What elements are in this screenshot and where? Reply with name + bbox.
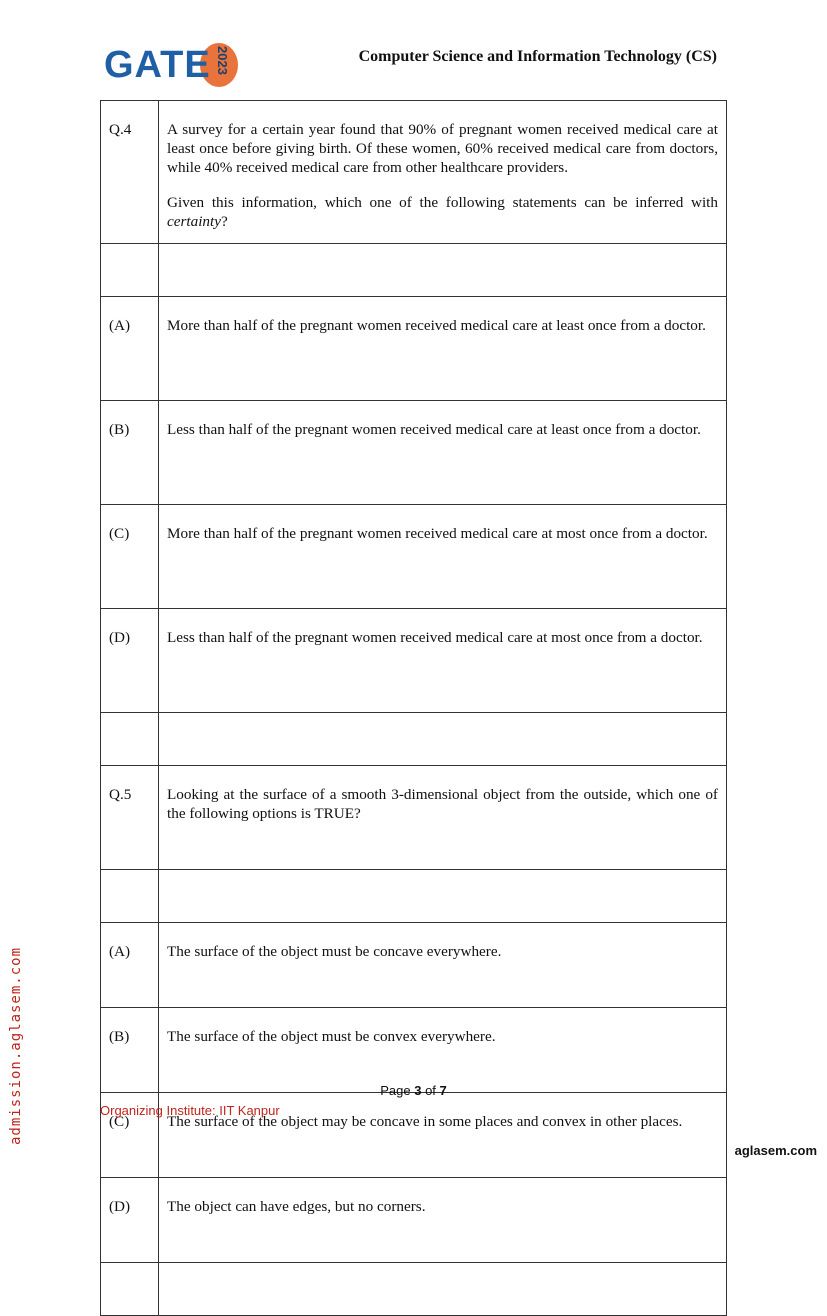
paper-subject: Computer Science and Information Technology (CS) [358, 48, 717, 65]
option-text: The surface of the object may be concave in some places and convex in other places. [159, 1093, 727, 1178]
option-label: (A) [101, 923, 159, 1008]
question-paragraph [167, 193, 718, 231]
question-emphasis: certainty [167, 213, 221, 230]
blank-row [101, 713, 727, 766]
option-text: Less than half of the pregnant women received medical care at most once from a doctor. [159, 609, 727, 713]
question-number: Q.5 [101, 766, 159, 870]
blank-row [101, 870, 727, 923]
option-label: (D) [101, 609, 159, 713]
page-current: 3 [414, 1083, 422, 1098]
question-paragraph: A survey for a certain year found that 90% of pregnant women received medical care at least once before giving birth. Of these women, 60% received medical care from doctors, while 40% received medical care from other healthcare providers. [167, 121, 718, 176]
blank-cell [159, 713, 727, 766]
blank-cell [101, 1263, 159, 1316]
option-label: (C) [101, 505, 159, 609]
organizing-institute: Organizing Institute: IIT Kanpur [100, 1103, 280, 1118]
option-row [101, 505, 727, 609]
option-label: (A) [101, 297, 159, 401]
page-mid: of [421, 1083, 440, 1098]
option-row [101, 609, 727, 713]
site-watermark: aglasem.com [734, 1143, 817, 1158]
question-table [100, 100, 727, 1316]
side-watermark: admission.aglasem.com [8, 946, 24, 1145]
blank-cell [159, 870, 727, 923]
option-row [101, 1178, 727, 1263]
option-row [101, 1008, 727, 1093]
blank-cell [159, 244, 727, 297]
option-text: More than half of the pregnant women received medical care at most once from a doctor. [159, 505, 727, 609]
question-row [101, 101, 727, 244]
option-label: (D) [101, 1178, 159, 1263]
blank-row [101, 244, 727, 297]
blank-cell [101, 713, 159, 766]
option-row [101, 923, 727, 1008]
option-text: The surface of the object must be concave everywhere. [159, 923, 727, 1008]
blank-row [101, 1263, 727, 1316]
page-prefix: Page [380, 1083, 415, 1098]
option-label: (B) [101, 401, 159, 505]
question-number: Q.4 [101, 101, 159, 244]
option-text: Less than half of the pregnant women received medical care at least once from a doctor. [159, 401, 727, 505]
question-text [159, 101, 727, 244]
blank-cell [159, 1263, 727, 1316]
logo-text: GATE [104, 44, 211, 86]
option-row [101, 401, 727, 505]
page-number [0, 1083, 827, 1098]
page-total: 7 [439, 1083, 447, 1098]
question-text-run: Given this information, which one of the following statements can be inferred with [167, 194, 718, 211]
option-text: The object can have edges, but no corners. [159, 1178, 727, 1263]
gate-logo [104, 40, 239, 90]
option-label: (C) [101, 1093, 159, 1178]
blank-cell [101, 870, 159, 923]
question-text: Looking at the surface of a smooth 3-dimensional object from the outside, which one of the following options is TRUE? [159, 766, 727, 870]
question-row [101, 766, 727, 870]
question-text-run: ? [220, 213, 228, 230]
option-text: More than half of the pregnant women received medical care at least once from a doctor. [159, 297, 727, 401]
option-label: (B) [101, 1008, 159, 1093]
option-text: The surface of the object must be convex everywhere. [159, 1008, 727, 1093]
blank-cell [101, 244, 159, 297]
logo-year: 2023 [215, 46, 230, 75]
option-row [101, 297, 727, 401]
